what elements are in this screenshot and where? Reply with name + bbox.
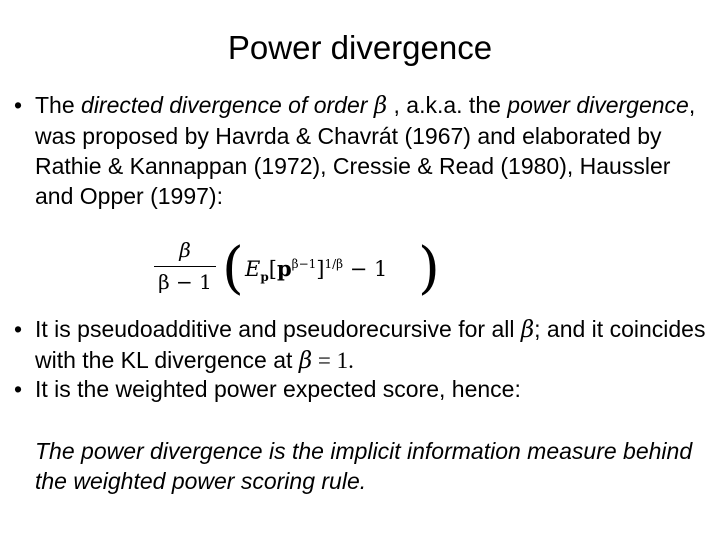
conclusion-text: The power divergence is the implicit information measure behind the weighted power scoring rule. xyxy=(35,438,693,494)
p-vector: p xyxy=(276,256,292,281)
outer-exponent: 1/β xyxy=(324,257,344,271)
open-bracket: [ xyxy=(268,257,277,281)
slide-title: Power divergence xyxy=(227,29,493,66)
bullet-italic-term: directed divergence of order xyxy=(81,92,374,118)
bullet-text-part: ; and it coincides with the KL divergence at xyxy=(35,316,706,373)
minus-one: − 1 xyxy=(343,257,388,281)
formula-expression xyxy=(245,256,387,284)
beta-symbol: β xyxy=(373,93,388,119)
close-bracket: ] xyxy=(316,257,325,281)
bullet-marker: • xyxy=(13,376,23,402)
bullet-weighted-score xyxy=(8,374,708,404)
bullet-text-part: , a.k.a. the xyxy=(387,92,508,118)
bullet-marker: • xyxy=(13,316,23,342)
bullet-text xyxy=(35,314,708,376)
bullet-text: It is the weighted power expected score, hence: xyxy=(35,376,521,402)
bullet-properties xyxy=(8,314,708,376)
bullet-marker: • xyxy=(13,92,23,118)
left-parenthesis: ( xyxy=(222,236,244,301)
bullet-text-part: , was proposed by Havrda & Chavrát (1967) and elaborated by Rathie & Kannappan (1972), Cressie & Read (1980), Haussler and Opper (1997): xyxy=(35,92,696,209)
right-parenthesis: ) xyxy=(418,236,440,301)
bullet-italic-term: power divergence xyxy=(507,92,689,118)
beta-symbol: β xyxy=(520,317,535,343)
fraction-bar xyxy=(154,266,216,267)
expectation-symbol: E xyxy=(245,257,261,281)
bullet-definition xyxy=(8,90,708,211)
fraction-denominator: β − 1 xyxy=(158,270,212,294)
p-exponent: β−1 xyxy=(291,257,317,271)
power-divergence-formula xyxy=(150,236,450,306)
bullet-text-part: It is pseudoadditive and pseudorecursive for all xyxy=(35,316,521,342)
bullet-text-part: = 1. xyxy=(312,348,354,373)
expectation-subscript: p xyxy=(260,270,269,285)
bullet-text-part: The xyxy=(35,92,82,118)
beta-symbol: β xyxy=(298,348,313,374)
fraction-numerator: β xyxy=(179,238,191,262)
bullet-text xyxy=(35,90,708,211)
